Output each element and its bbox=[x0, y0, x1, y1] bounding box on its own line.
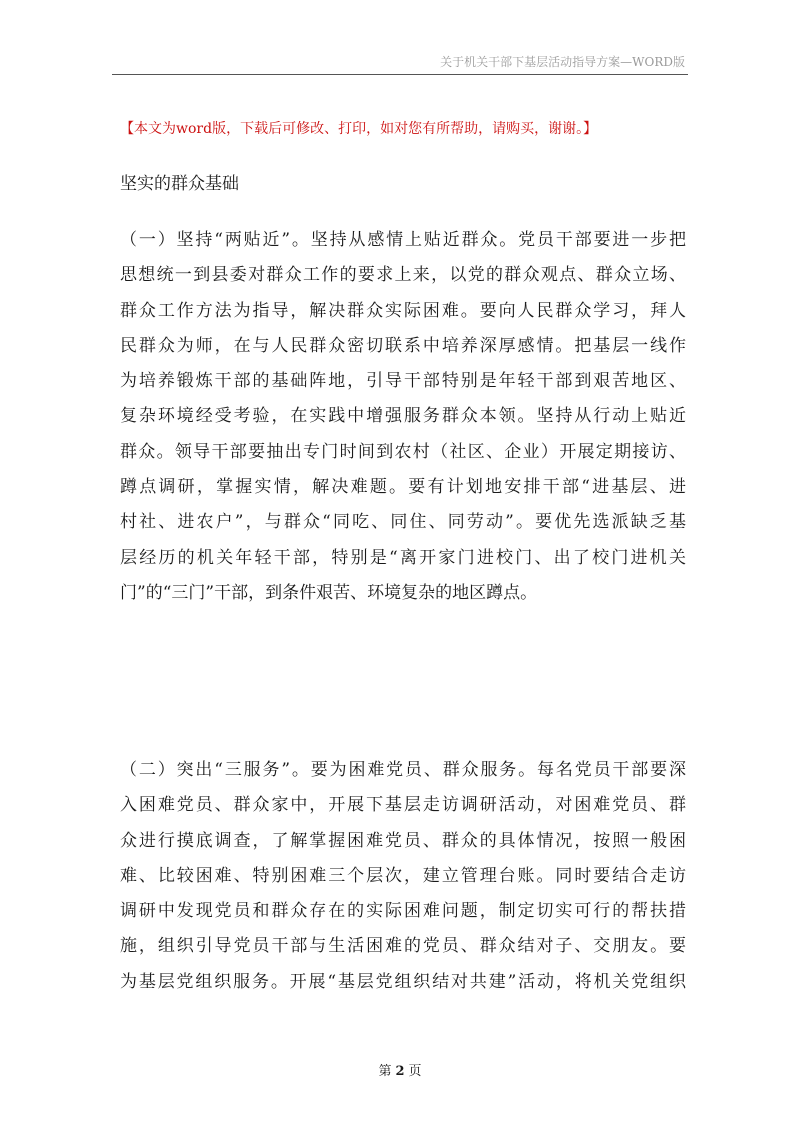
paragraph-line: （一）坚持“两贴近”。坚持从感情上贴近群众。党员干部要进一步把 bbox=[120, 230, 686, 250]
section-title: 坚实的群众基础 bbox=[120, 174, 239, 194]
paragraph-line: 难、比较困难、特别困难三个层次，建立管理台账。同时要结合走访 bbox=[120, 865, 686, 886]
paragraph-line: 群众工作方法为指导，解决群众实际困难。要向人民群众学习，拜人 bbox=[120, 300, 686, 321]
paragraph-line: （二）突出“三服务”。要为困难党员、群众服务。每名党员干部要深 bbox=[120, 760, 686, 780]
paragraph-line: 层经历的机关年轻干部，特别是“离开家门进校门、出了校门进机关 bbox=[120, 547, 686, 568]
paragraph-line: 门”的“三门”干部，到条件艰苦、环境复杂的地区蹲点。 bbox=[120, 582, 538, 603]
paragraph-1 bbox=[120, 223, 686, 611]
page-footer bbox=[0, 1060, 800, 1079]
purchase-notice: 【本文为word版，下载后可修改、打印，如对您有所帮助，请购买，谢谢。】 bbox=[120, 121, 598, 137]
paragraph-line: 调研中发现党员和群众存在的实际困难问题，制定切实可行的帮扶措 bbox=[120, 901, 686, 922]
paragraph-line: 民群众为师，在与人民群众密切联系中培养深厚感情。把基层一线作 bbox=[120, 335, 686, 356]
paragraph-line: 施，组织引导党员干部与生活困难的党员、群众结对子、交朋友。要 bbox=[120, 936, 686, 957]
paragraph-line: 入困难党员、群众家中，开展下基层走访调研活动，对困难党员、群 bbox=[120, 795, 686, 816]
paragraph-line: 群众。领导干部要抽出专门时间到农村（社区、企业）开展定期接访、 bbox=[120, 441, 686, 462]
paragraph-line: 复杂环境经受考验，在实践中增强服务群众本领。坚持从行动上贴近 bbox=[120, 406, 686, 427]
paragraph-2 bbox=[120, 753, 686, 1000]
paragraph-line: 村社、进农户”，与群众“同吃、同住、同劳动”。要优先选派缺乏基 bbox=[120, 512, 686, 533]
paragraph-line: 为基层党组织服务。开展“基层党组织结对共建”活动，将机关党组织 bbox=[120, 971, 686, 992]
page-number: 2 bbox=[395, 1064, 405, 1079]
page-label-prefix: 第 bbox=[378, 1064, 392, 1079]
paragraph-line: 众进行摸底调查，了解掌握困难党员、群众的具体情况，按照一般困 bbox=[120, 830, 686, 851]
paragraph-line: 思想统一到县委对群众工作的要求上来，以党的群众观点、群众立场、 bbox=[120, 265, 686, 286]
header-divider bbox=[112, 74, 688, 75]
paragraph-line: 蹲点调研，掌握实情，解决难题。要有计划地安排干部“进基层、进 bbox=[120, 477, 686, 498]
page-label-suffix: 页 bbox=[408, 1064, 422, 1079]
paragraph-line: 为培养锻炼干部的基础阵地，引导干部特别是年轻干部到艰苦地区、 bbox=[120, 371, 686, 392]
header-document-title: 关于机关干部下基层活动指导方案—WORD版 bbox=[440, 55, 685, 69]
